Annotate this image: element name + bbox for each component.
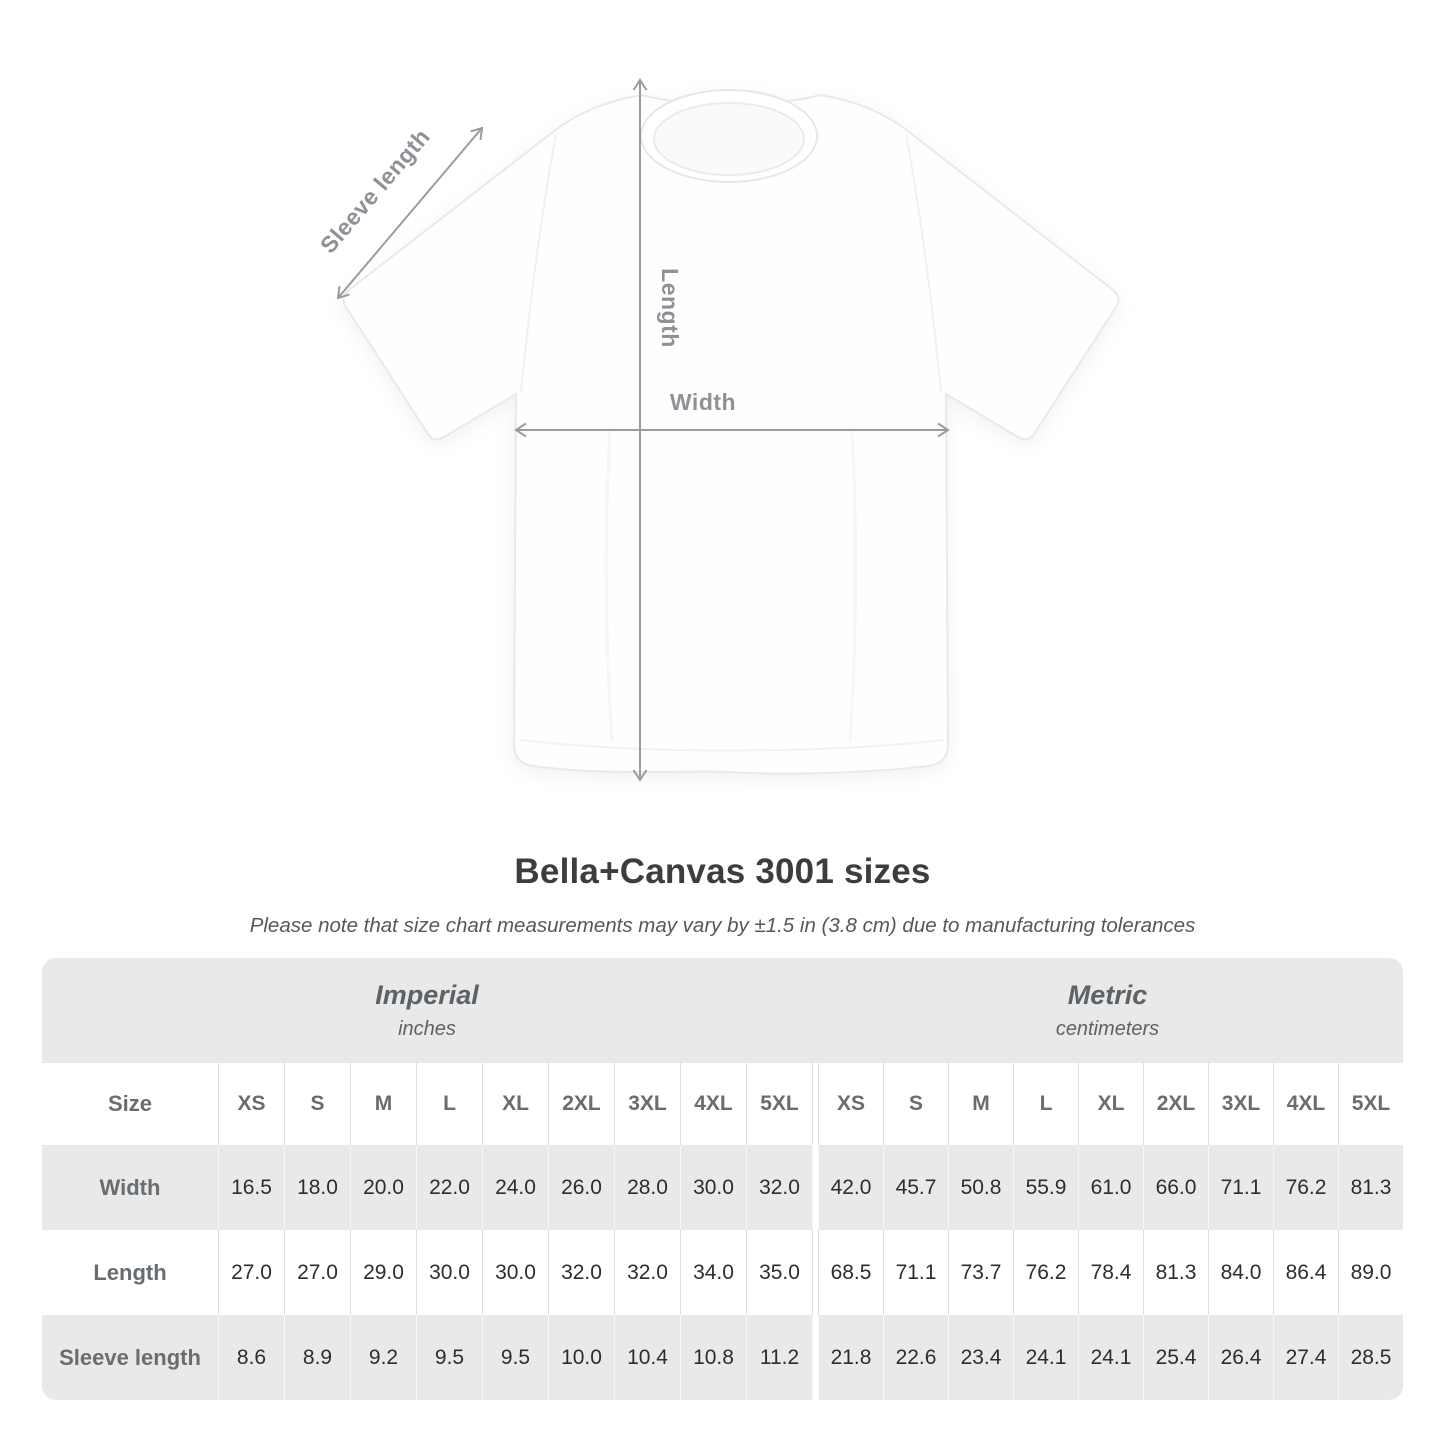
size-col-header: M [948,1063,1013,1145]
size-col-header: XL [482,1063,548,1145]
sleeve-length-label: Sleeve length [314,123,436,259]
measure-value-cell: 10.0 [548,1315,614,1400]
size-col-header: 5XL [746,1063,812,1145]
measure-value-cell: 9.2 [350,1315,416,1400]
measure-value-cell: 26.0 [548,1145,614,1230]
measure-value-cell: 11.2 [746,1315,812,1400]
measure-value-cell: 76.2 [1013,1230,1078,1315]
size-col-header: 4XL [1273,1063,1338,1145]
measure-value-cell: 30.0 [482,1230,548,1315]
measure-value-cell: 28.5 [1338,1315,1403,1400]
measure-value-cell: 24.0 [482,1145,548,1230]
size-col-header: 5XL [1338,1063,1403,1145]
metric-unit-label: centimeters [1055,1018,1160,1040]
measure-value-cell: 23.4 [948,1315,1013,1400]
measure-value-cell: 61.0 [1078,1145,1143,1230]
table-row [42,1315,1403,1400]
measure-value-cell: 8.9 [284,1315,350,1400]
measure-value-cell: 81.3 [1143,1230,1208,1315]
width-label: Width [669,389,737,415]
measure-value-cell: 10.8 [680,1315,746,1400]
measure-value-cell: 45.7 [883,1145,948,1230]
measure-value-cell: 50.8 [948,1145,1013,1230]
table-row [42,1145,1403,1230]
size-table [42,958,1403,1400]
measure-value-cell: 35.0 [746,1230,812,1315]
measure-value-cell: 32.0 [746,1145,812,1230]
size-col-header: M [350,1063,416,1145]
measure-row-label: Length [93,1259,167,1285]
measure-value-cell: 73.7 [948,1230,1013,1315]
measure-value-cell: 34.0 [680,1230,746,1315]
measure-value-cell: 18.0 [284,1145,350,1230]
measure-value-cell: 84.0 [1208,1230,1273,1315]
measure-value-cell: 32.0 [548,1230,614,1315]
length-label: Length [657,268,683,348]
measure-value-cell: 8.6 [218,1315,284,1400]
metric-label: Metric [1067,980,1148,1010]
size-col-header: L [416,1063,482,1145]
size-table-rows [42,1063,1403,1400]
size-col-header: 3XL [1208,1063,1273,1145]
measure-row-label: Sleeve length [59,1344,201,1370]
measure-value-cell: 29.0 [350,1230,416,1315]
table-row [42,1063,1403,1145]
measure-value-cell: 21.8 [818,1315,883,1400]
unit-header-band [42,958,1403,1063]
measure-value-cell: 9.5 [482,1315,548,1400]
tolerance-note: Please note that size chart measurements may vary by ±1.5 in (3.8 cm) due to manufacturing tolerances [249,914,1196,937]
size-col-header: S [883,1063,948,1145]
size-col-header: 2XL [548,1063,614,1145]
measure-value-cell: 20.0 [350,1145,416,1230]
size-col-header: 2XL [1143,1063,1208,1145]
measure-value-cell: 68.5 [818,1230,883,1315]
measure-value-cell: 16.5 [218,1145,284,1230]
size-col-header: 4XL [680,1063,746,1145]
size-col-header: XL [1078,1063,1143,1145]
imperial-unit-label: inches [398,1018,456,1040]
measure-value-cell: 78.4 [1078,1230,1143,1315]
measure-value-cell: 26.4 [1208,1315,1273,1400]
measure-value-cell: 27.4 [1273,1315,1338,1400]
measure-value-cell: 71.1 [883,1230,948,1315]
tshirt-image [344,90,1119,774]
measure-value-cell: 30.0 [416,1230,482,1315]
collar-inner [654,103,804,175]
measure-value-cell: 30.0 [680,1145,746,1230]
size-col-header: XS [218,1063,284,1145]
measure-value-cell: 22.0 [416,1145,482,1230]
measure-value-cell: 42.0 [818,1145,883,1230]
measure-value-cell: 71.1 [1208,1145,1273,1230]
size-col-header: L [1013,1063,1078,1145]
measure-value-cell: 24.1 [1078,1315,1143,1400]
size-row-label: Size [107,1091,153,1116]
size-col-header: 3XL [614,1063,680,1145]
measure-row-label: Width [99,1174,161,1200]
measure-value-cell: 25.4 [1143,1315,1208,1400]
measure-value-cell: 32.0 [614,1230,680,1315]
imperial-section-header [42,958,812,1063]
size-col-header: XS [818,1063,883,1145]
measure-value-cell: 22.6 [883,1315,948,1400]
measure-value-cell: 81.3 [1338,1145,1403,1230]
metric-section-header [812,958,1403,1063]
measure-value-cell: 89.0 [1338,1230,1403,1315]
imperial-label: Imperial [375,980,479,1010]
measure-value-cell: 28.0 [614,1145,680,1230]
measure-value-cell: 86.4 [1273,1230,1338,1315]
measure-value-cell: 27.0 [284,1230,350,1315]
measure-value-cell: 27.0 [218,1230,284,1315]
measure-value-cell: 24.1 [1013,1315,1078,1400]
measure-value-cell: 10.4 [614,1315,680,1400]
measure-value-cell: 9.5 [416,1315,482,1400]
size-col-header: S [284,1063,350,1145]
measure-value-cell: 55.9 [1013,1145,1078,1230]
measure-value-cell: 66.0 [1143,1145,1208,1230]
page-title: Bella+Canvas 3001 sizes [514,852,931,891]
table-row [42,1230,1403,1315]
measure-value-cell: 76.2 [1273,1145,1338,1230]
